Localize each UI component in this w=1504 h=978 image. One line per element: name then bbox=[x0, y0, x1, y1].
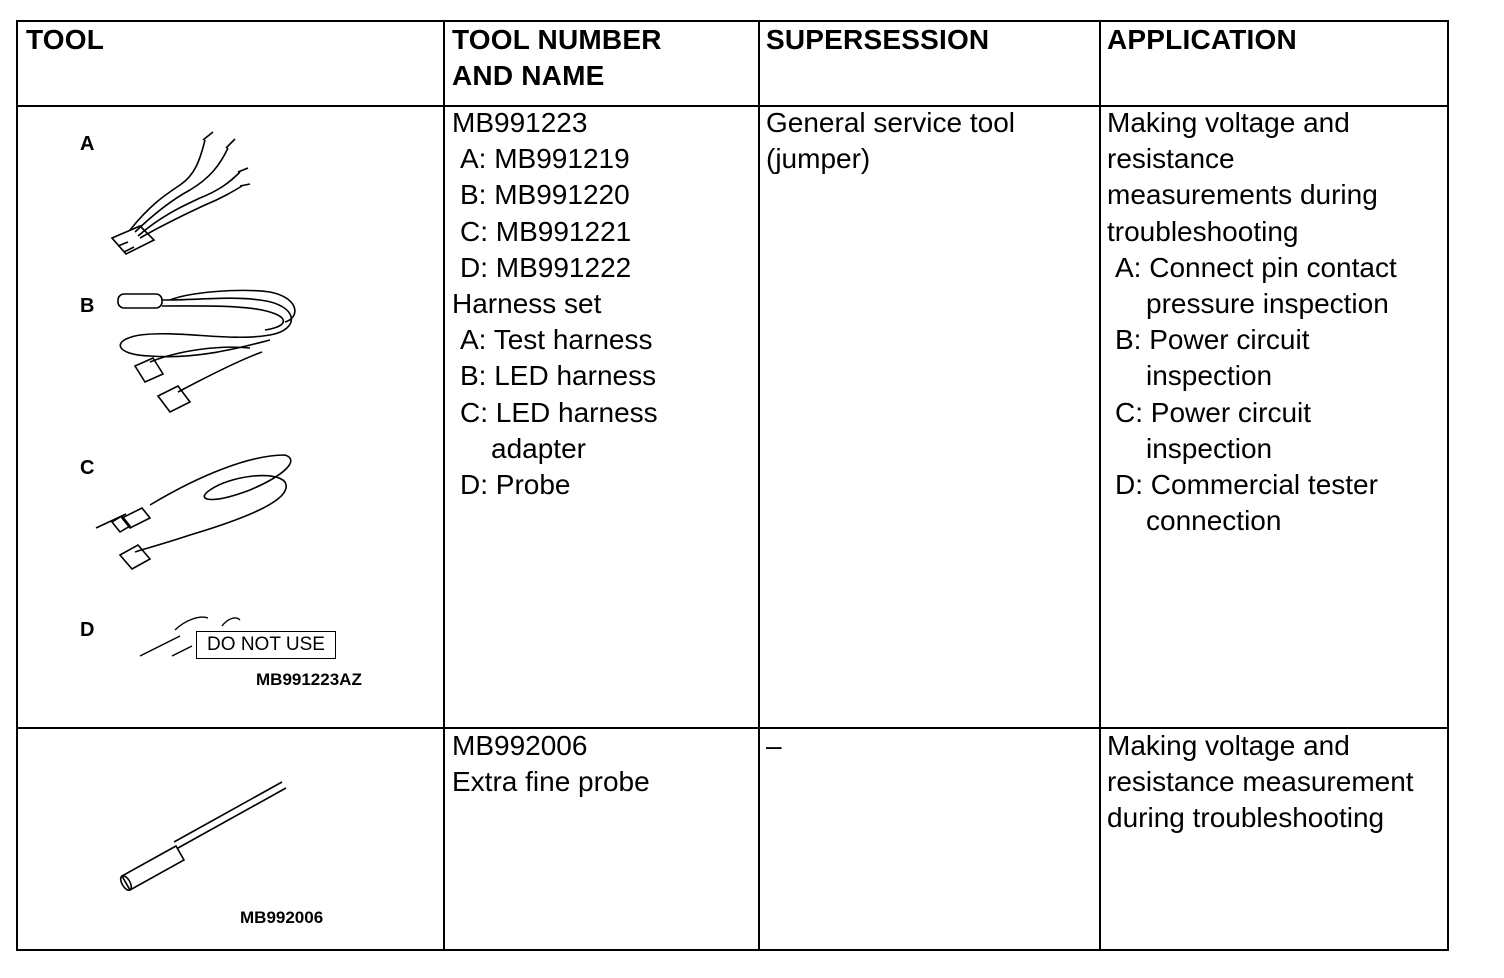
application-line: pressure inspection bbox=[1146, 288, 1389, 320]
do-not-use-stamp: DO NOT USE bbox=[196, 631, 336, 659]
header-application: APPLICATION bbox=[1107, 24, 1297, 55]
application-line: B: Power circuit bbox=[1115, 324, 1310, 356]
led-harness-drawing bbox=[118, 290, 295, 412]
application-cell bbox=[1107, 105, 1397, 539]
application-line: A: Connect pin contact bbox=[1115, 251, 1397, 283]
figure-label-d: D bbox=[80, 619, 95, 641]
supersession-line: General service tool bbox=[766, 107, 1016, 138]
application-line: C: Power circuit bbox=[1115, 396, 1312, 428]
figure-caption: MB992006 bbox=[240, 908, 324, 927]
application-line: inspection bbox=[1146, 360, 1273, 392]
figure-caption: MB991223AZ bbox=[256, 670, 362, 689]
application-line: inspection bbox=[1146, 432, 1273, 464]
tool-line: A: Test harness bbox=[460, 324, 653, 356]
application-line: Making voltage and bbox=[1107, 730, 1350, 761]
supersession-cell bbox=[766, 728, 782, 764]
tool-line: Extra fine probe bbox=[452, 766, 650, 798]
tool-line: D: Probe bbox=[460, 469, 571, 501]
figure-label-c: C bbox=[80, 457, 95, 479]
led-adapter-drawing bbox=[96, 455, 291, 569]
tool-line: A: MB991219 bbox=[460, 143, 630, 175]
application-line: resistance measurement bbox=[1107, 766, 1414, 798]
supersession-line: (jumper) bbox=[766, 143, 871, 175]
supersession-cell bbox=[766, 105, 1015, 177]
extra-fine-probe-drawing bbox=[119, 782, 286, 892]
tool-line: B: MB991220 bbox=[460, 179, 630, 211]
header-tool: TOOL bbox=[26, 24, 105, 55]
application-line: connection bbox=[1146, 505, 1282, 537]
tool-line: Harness set bbox=[452, 288, 602, 320]
test-harness-drawing bbox=[112, 132, 250, 254]
figure-label-a: A bbox=[80, 133, 95, 155]
tool-number-cell bbox=[452, 728, 650, 800]
tool-line: C: MB991221 bbox=[460, 215, 632, 247]
header-tool-number-line1: TOOL NUMBER bbox=[452, 24, 662, 55]
figure-label-b: B bbox=[80, 295, 95, 317]
tool-line: C: LED harness bbox=[460, 396, 658, 428]
application-line: measurements during bbox=[1107, 179, 1378, 211]
tool-number-cell bbox=[452, 105, 658, 503]
application-line: during troubleshooting bbox=[1107, 802, 1385, 834]
tool-line: D: MB991222 bbox=[460, 251, 632, 283]
application-cell bbox=[1107, 728, 1414, 837]
application-line: Making voltage and bbox=[1107, 107, 1350, 138]
tool-line: MB992006 bbox=[452, 730, 588, 761]
supersession-line: – bbox=[766, 730, 782, 761]
application-line: D: Commercial tester bbox=[1115, 469, 1378, 501]
application-line: troubleshooting bbox=[1107, 215, 1299, 247]
tool-line: MB991223 bbox=[452, 107, 588, 138]
header-tool-number-line2: AND NAME bbox=[452, 60, 605, 91]
application-line: resistance bbox=[1107, 143, 1235, 175]
tool-line: B: LED harness bbox=[460, 360, 657, 392]
header-supersession: SUPERSESSION bbox=[766, 24, 990, 55]
tool-line: adapter bbox=[491, 432, 586, 464]
